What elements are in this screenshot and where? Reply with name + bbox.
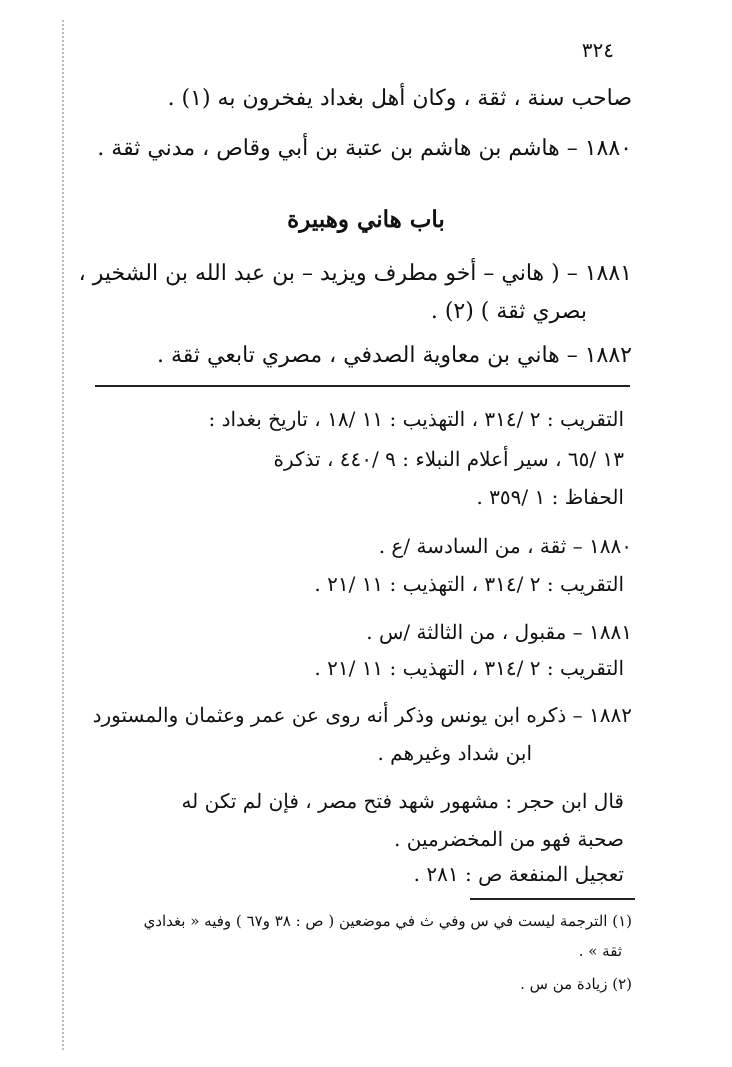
note-line: تعجيل المنفعة ص : ٢٨١ .	[413, 862, 624, 886]
entry-1882: ١٨٨٢ – هاني بن معاوية الصدفي ، مصري تابعي ثقة .	[156, 343, 632, 368]
entry-1880: ١٨٨٠ – هاشم بن هاشم بن عتبة بن أبي وقاص ، مدني ثقة .	[97, 136, 632, 161]
page-number: ٣٢٤	[581, 38, 614, 62]
note-1881: ١٨٨١ – مقبول ، من الثالثة /س .	[366, 620, 632, 644]
text-line: صاحب سنة ، ثقة ، وكان أهل بغداد يفخرون به (١) .	[167, 86, 632, 111]
note-line: الحفاظ : ١ /٣٥٩ .	[476, 485, 624, 509]
note-line: ١٣ /٦٥ ، سير أعلام النبلاء : ٩ /٤٤٠ ، تذكرة	[273, 447, 624, 471]
entry-1881-continued: بصري ثقة ) (٢) .	[430, 299, 587, 324]
note-line: التقريب : ٢ /٣١٤ ، التهذيب : ١١ /٢١ .	[314, 572, 624, 596]
entry-1881: ١٨٨١ – ( هاني – أخو مطرف ويزيد – بن عبد الله بن الشخير ،	[78, 261, 632, 286]
note-1880: ١٨٨٠ – ثقة ، من السادسة /ع .	[378, 534, 632, 558]
note-line: ابن شداد وغيرهم .	[377, 741, 532, 765]
footnote-separator	[470, 898, 635, 900]
notes-separator	[95, 385, 630, 387]
note-line: التقريب : ٢ /٣١٤ ، التهذيب : ١١ /٢١ .	[314, 656, 624, 680]
footnote-1-continued: ثقة » .	[578, 942, 622, 960]
note-1882: ١٨٨٢ – ذكره ابن يونس وذكر أنه روى عن عمر وعثمان والمستورد	[92, 703, 632, 727]
note-line: قال ابن حجر : مشهور شهد فتح مصر ، فإن لم تكن له	[181, 789, 624, 813]
section-heading: باب هاني وهبيرة	[287, 206, 445, 233]
note-line: صحبة فهو من المخضرمين .	[394, 827, 624, 851]
note-line: التقريب : ٢ /٣١٤ ، التهذيب : ١١ /١٨ ، تاريخ بغداد :	[208, 407, 624, 431]
scan-margin-dots	[62, 20, 64, 1050]
footnote-1: (١) الترجمة ليست في س وفي ث في موضعين ( ص : ٣٨ و٦٧ ) وفيه « بغدادي	[143, 912, 632, 930]
footnote-2: (٢) زيادة من س .	[520, 975, 632, 993]
